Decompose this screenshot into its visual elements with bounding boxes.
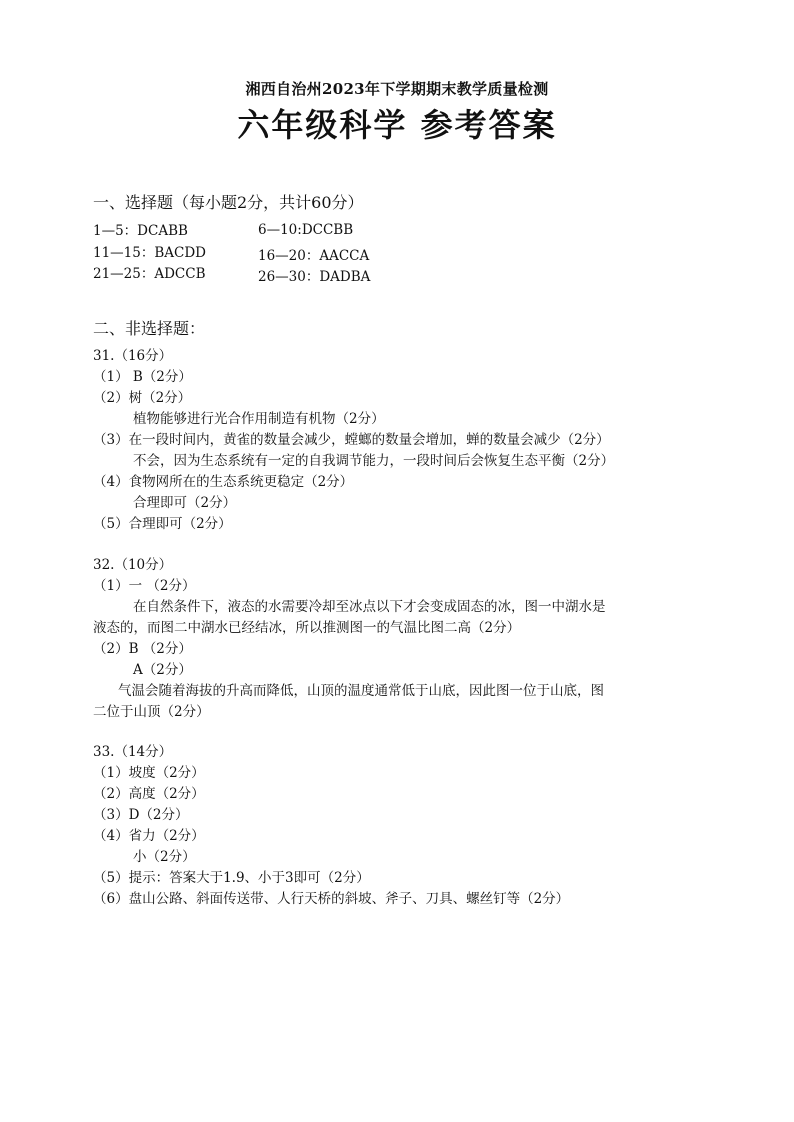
choice-row-2-left: 11—15：BACDD [93, 245, 207, 261]
q33-line: （3）D（2分） [93, 807, 189, 823]
q31-line: （5）合理即可（2分） [93, 516, 232, 532]
choice-row-3-left: 21—25：ADCCB [93, 266, 206, 282]
q33-line: （4）省力（2分） [93, 828, 205, 844]
choice-row-1-right: 6—10:DCCBB [258, 222, 354, 238]
q32-title: 32.（10分） [93, 557, 173, 573]
q31-line: （3）在一段时间内，黄雀的数量会减少，螳螂的数量会增加，蝉的数量会减少（2分） [93, 432, 610, 448]
section-2-heading: 二、非选择题： [93, 319, 206, 338]
q32-line: 二位于山顶（2分） [93, 704, 210, 720]
q33-line: 小（2分） [133, 849, 196, 865]
choice-row-3-right: 26—30：DADBA [258, 269, 371, 285]
q33-title: 33.（14分） [93, 744, 173, 760]
q31-line: （4）食物网所在的生态系统更稳定（2分） [93, 474, 354, 490]
choice-row-2-right: 16—20：AACCA [258, 248, 370, 264]
q33-line: （2）高度（2分） [93, 786, 205, 802]
q31-line: 植物能够进行光合作用制造有机物（2分） [133, 411, 385, 427]
q31-line: （1） B（2分） [93, 369, 192, 385]
section-1-heading: 一、选择题（每小题2分，共计60分） [93, 193, 364, 212]
q33-line: （6）盘山公路、斜面传送带、人行天桥的斜坡、斧子、刀具、螺丝钉等（2分） [93, 891, 570, 907]
q33-line: （1）坡度（2分） [93, 765, 205, 781]
q31-line: 不会，因为生态系统有一定的自我调节能力，一段时间后会恢复生态平衡（2分） [133, 453, 615, 469]
q31-line: （2）树（2分） [93, 390, 192, 406]
q31-title: 31.（16分） [93, 348, 173, 364]
choice-row-1-left: 1—5：DCABB [93, 223, 188, 239]
q32-line: 气温会随着海拔的升高而降低，山顶的温度通常低于山底，因此图一位于山底，图 [118, 683, 604, 699]
q31-line: 合理即可（2分） [133, 495, 237, 511]
exam-subtitle: 湘西自治州2023年下学期期末教学质量检测 [245, 80, 549, 98]
q32-line: 在自然条件下，液态的水需要冷却至冰点以下才会变成固态的冰，图一中湖水是 [133, 599, 606, 615]
q32-line: 液态的，而图二中湖水已经结冰，所以推测图一的气温比图二高（2分） [93, 620, 521, 636]
q32-line: A（2分） [133, 662, 192, 678]
q32-line: （1）一 （2分） [93, 578, 196, 594]
q32-line: （2）B （2分） [93, 641, 192, 657]
q33-line: （5）提示：答案大于1.9、小于3即可（2分） [93, 870, 370, 886]
page-title: 六年级科学 参考答案 [237, 106, 557, 144]
